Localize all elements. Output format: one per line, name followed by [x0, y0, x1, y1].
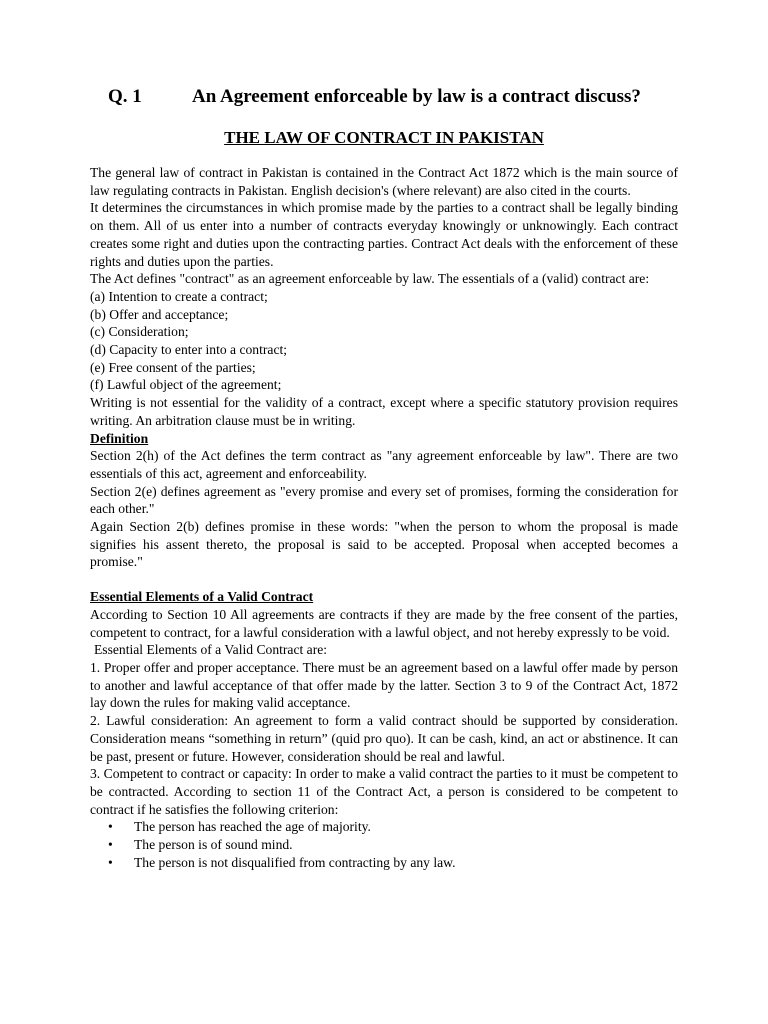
definition-paragraph: Again Section 2(b) defines promise in these words: "when the person to whom the proposal is made signifies his assent thereto, the proposal is said to be accepted. Proposal when accepted becomes a promise."	[90, 519, 678, 570]
elements-intro: According to Section 10 All agreements are contracts if they are made by the free consent of the parties, competent to contract, for a lawful consideration with a lawful object, and not hereby expressly to be void.	[90, 606, 678, 640]
question-heading	[108, 86, 748, 108]
criteria-bullet: • The person has reached the age of majority.	[134, 818, 678, 836]
writing-note: Writing is not essential for the validity of a contract, except where a specific statutory provision requires writing. An arbitration clause must be in writing.	[90, 395, 678, 428]
question-number: Q. 1	[108, 86, 142, 107]
document-title: THE LAW OF CONTRACT IN PAKISTAN	[224, 128, 544, 147]
intro-paragraph: The general law of contract in Pakistan is contained in the Contract Act 1872 which is the main source of law regulating contracts in Pakistan. English decision's (where relevant) are also cited in the courts.	[90, 165, 678, 198]
definition-heading: Definition	[90, 430, 149, 446]
section-spacer	[90, 571, 678, 588]
elements-heading: Essential Elements of a Valid Contract	[90, 589, 314, 605]
essential-item: (b) Offer and acceptance;	[90, 306, 229, 322]
element-item: 2. Lawful consideration: An agreement to form a valid contract should be supported by consideration. Consideration means “something in return” (quid pro quo). It can be cash, kind, an act or abstinence. It can be past, present or future. However, consideration should be real and lawful.	[90, 713, 678, 764]
essential-item: (d) Capacity to enter into a contract;	[90, 342, 288, 358]
element-item: 3. Competent to contract or capacity: In order to make a valid contract the parties to it must be competent to be contracted. According to section 11 of the Contract Act, a person is considered to be competent to contract if he satisfies the following criterion:	[90, 766, 678, 817]
element-item: 1. Proper offer and proper acceptance. There must be an agreement based on a lawful offer made by person to another and lawful acceptance of that offer made by the latter. Section 3 to 9 of the Contract Act, 1872 lay down the rules for making valid acceptance.	[90, 659, 678, 711]
criteria-bullet: • The person is not disqualified from contracting by any law.	[134, 854, 678, 872]
capacity-criteria-list	[90, 818, 678, 871]
definition-paragraph: Section 2(e) defines agreement as "every promise and every set of promises, forming the consideration for each other."	[90, 483, 678, 517]
question-text: An Agreement enforceable by law is a contract discuss?	[192, 86, 641, 107]
document-body	[90, 164, 678, 871]
intro-paragraph: The Act defines "contract" as an agreement enforceable by law. The essentials of a (valid) contract are:	[90, 271, 650, 287]
elements-list-label: Essential Elements of a Valid Contract are:	[94, 642, 328, 658]
definition-paragraph: Section 2(h) of the Act defines the term contract as "any agreement enforceable by law". There are two essentials of this act, agreement and enforceability.	[90, 448, 678, 481]
essential-item: (a) Intention to create a contract;	[90, 288, 268, 304]
essential-item: (f) Lawful object of the agreement;	[90, 377, 282, 393]
essential-item: (c) Consideration;	[90, 324, 189, 340]
intro-paragraph: It determines the circumstances in which promise made by the parties to a contract shall be legally binding on them. All of us enter into a number of contracts everyday knowingly or unknowingly. Each contract creates some right and duties upon the contracting parties. Contract Act deals with the enforcement of these rights and duties upon the parties.	[90, 200, 678, 269]
criteria-bullet: • The person is of sound mind.	[134, 836, 678, 854]
essential-item: (e) Free consent of the parties;	[90, 359, 256, 375]
